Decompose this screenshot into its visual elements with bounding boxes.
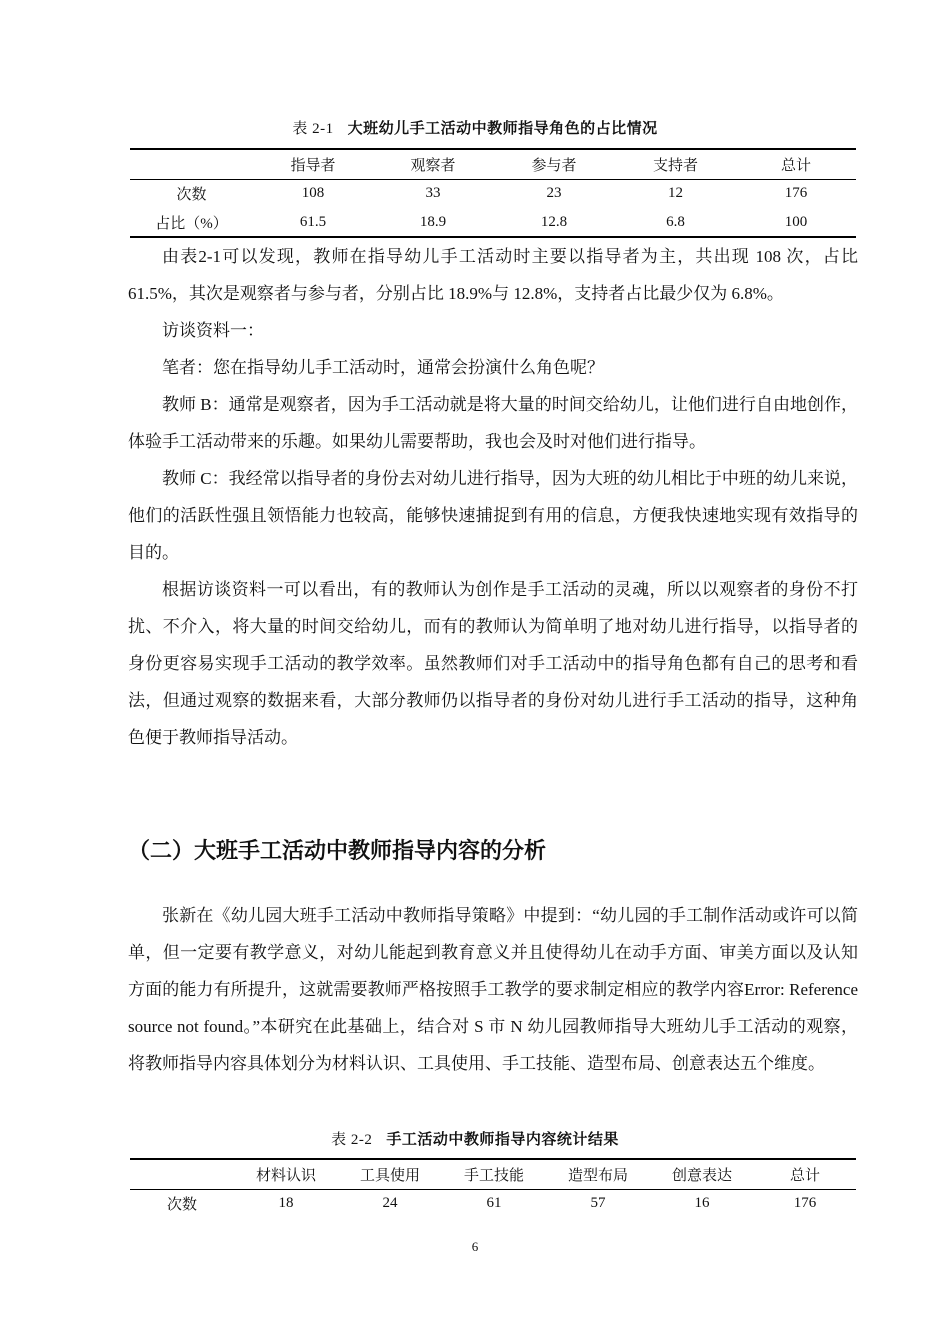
table-cell: 占比（%） [130, 208, 253, 237]
table1-header-cell: 支持者 [615, 149, 736, 179]
table-row [130, 179, 856, 208]
table-cell: 18 [278, 1195, 294, 1212]
table-cell: 100 [736, 208, 856, 237]
table2-caption [0, 1128, 950, 1149]
table-row [130, 208, 856, 237]
table1-title: 大班幼儿手工活动中教师指导角色的占比情况 [347, 121, 658, 137]
table1-header-cell: 总计 [736, 149, 856, 179]
table2-header-cell: 材料认识 [234, 1159, 338, 1189]
table2-header-cell: 造型布局 [546, 1159, 650, 1189]
body-section-1 [128, 238, 858, 756]
table-cell: 108 [301, 185, 325, 202]
table-cell: 57 [590, 1195, 606, 1212]
table-cell: 12.8 [493, 208, 615, 237]
table2-header-cell: 手工技能 [442, 1159, 546, 1189]
paragraph: 根据访谈资料一可以看出，有的教师认为创作是手工活动的灵魂，所以以观察者的身份不打扰、不介入，将大量的时间交给幼儿，而有的教师认为简单明了地对幼儿进行指导，以指导者的身份更容易实现手工活动的教学效率。虽然教师们对手工活动中的指导角色都有自己的思考和看法，但通过观察的数据来看，大部分教师仍以指导者的身份对幼儿进行手工活动的指导，这种角色便于教师指导活动。 [128, 580, 858, 747]
paragraph: 教师 C：我经常以指导者的身份去对幼儿进行指导，因为大班的幼儿相比于中班的幼儿来说，他们的活跃性强且领悟能力也较高，能够快速捕捉到有用的信息，方便我快速地实现有效指导的目的。 [128, 469, 858, 562]
table2-header-row [130, 1159, 856, 1189]
table1-header-cell: 参与者 [493, 149, 615, 179]
table1 [130, 148, 856, 238]
table1-caption [0, 117, 950, 138]
table2-number: 表 2-2 [331, 1132, 373, 1148]
table-cell: 次数 [176, 187, 207, 204]
table-cell: 33 [425, 185, 441, 202]
table2-header-cell: 总计 [754, 1159, 856, 1189]
paragraph: 张新在《幼儿园大班手工活动中教师指导策略》中提到：“幼儿园的手工制作活动或许可以简单，但一定要有教学意义，对幼儿能起到教育意义并且使得幼儿在动手方面、审美方面以及认知方面的能力有所提升，这就需要教师严格按照手工教学的要求制定相应的教学内容Error: Reference source not found。”本研究在此基础上，结合对 S 市 N 幼儿园教师指导大班幼儿手工活动的观察，将教师指导内容具体划分为材料认识、工具使用、手工技能、造型布局、创意表达五个维度。 [128, 906, 858, 1073]
table-cell: 61.5 [253, 208, 373, 237]
table-cell: 次数 [166, 1197, 197, 1214]
table2-header-cell: 创意表达 [650, 1159, 754, 1189]
table1-header-row [130, 149, 856, 179]
table1-header-cell: 观察者 [373, 149, 493, 179]
table1-number: 表 2-1 [292, 121, 334, 137]
paragraph: 教师 B：通常是观察者，因为手工活动就是将大量的时间交给幼儿，让他们进行自由地创作，体验手工活动带来的乐趣。如果幼儿需要帮助，我也会及时对他们进行指导。 [128, 395, 858, 451]
table2-title: 手工活动中教师指导内容统计结果 [386, 1132, 619, 1148]
table2-header-cell: 工具使用 [338, 1159, 442, 1189]
paragraph: 由表2-1可以发现，教师在指导幼儿手工活动时主要以指导者为主，共出现 108 次，占比 61.5%，其次是观察者与参与者，分别占比 18.9%与 12.8%，支持者占比最少仅为 6.8%。 [128, 247, 858, 303]
section-heading: （二）大班手工活动中教师指导内容的分析 [128, 839, 547, 864]
table-cell: 18.9 [373, 208, 493, 237]
table-cell: 176 [793, 1195, 817, 1212]
table-cell: 12 [668, 185, 683, 202]
table-cell: 24 [382, 1195, 398, 1212]
table-cell: 16 [694, 1195, 710, 1212]
page-number: 6 [471, 1239, 479, 1254]
table2 [130, 1158, 856, 1218]
table-cell: 6.8 [615, 208, 736, 237]
body-section-2 [128, 897, 858, 1082]
table-row [130, 1189, 856, 1218]
table1-header-cell: 指导者 [253, 149, 373, 179]
table-cell: 23 [546, 185, 562, 202]
table-cell: 176 [784, 185, 808, 202]
paragraph: 笔者：您在指导幼儿手工活动时，通常会扮演什么角色呢？ [162, 358, 604, 377]
table-cell: 61 [486, 1195, 502, 1212]
table1-header-cell [130, 149, 253, 179]
paragraph: 访谈资料一： [162, 321, 264, 340]
table2-header-cell [130, 1159, 234, 1189]
